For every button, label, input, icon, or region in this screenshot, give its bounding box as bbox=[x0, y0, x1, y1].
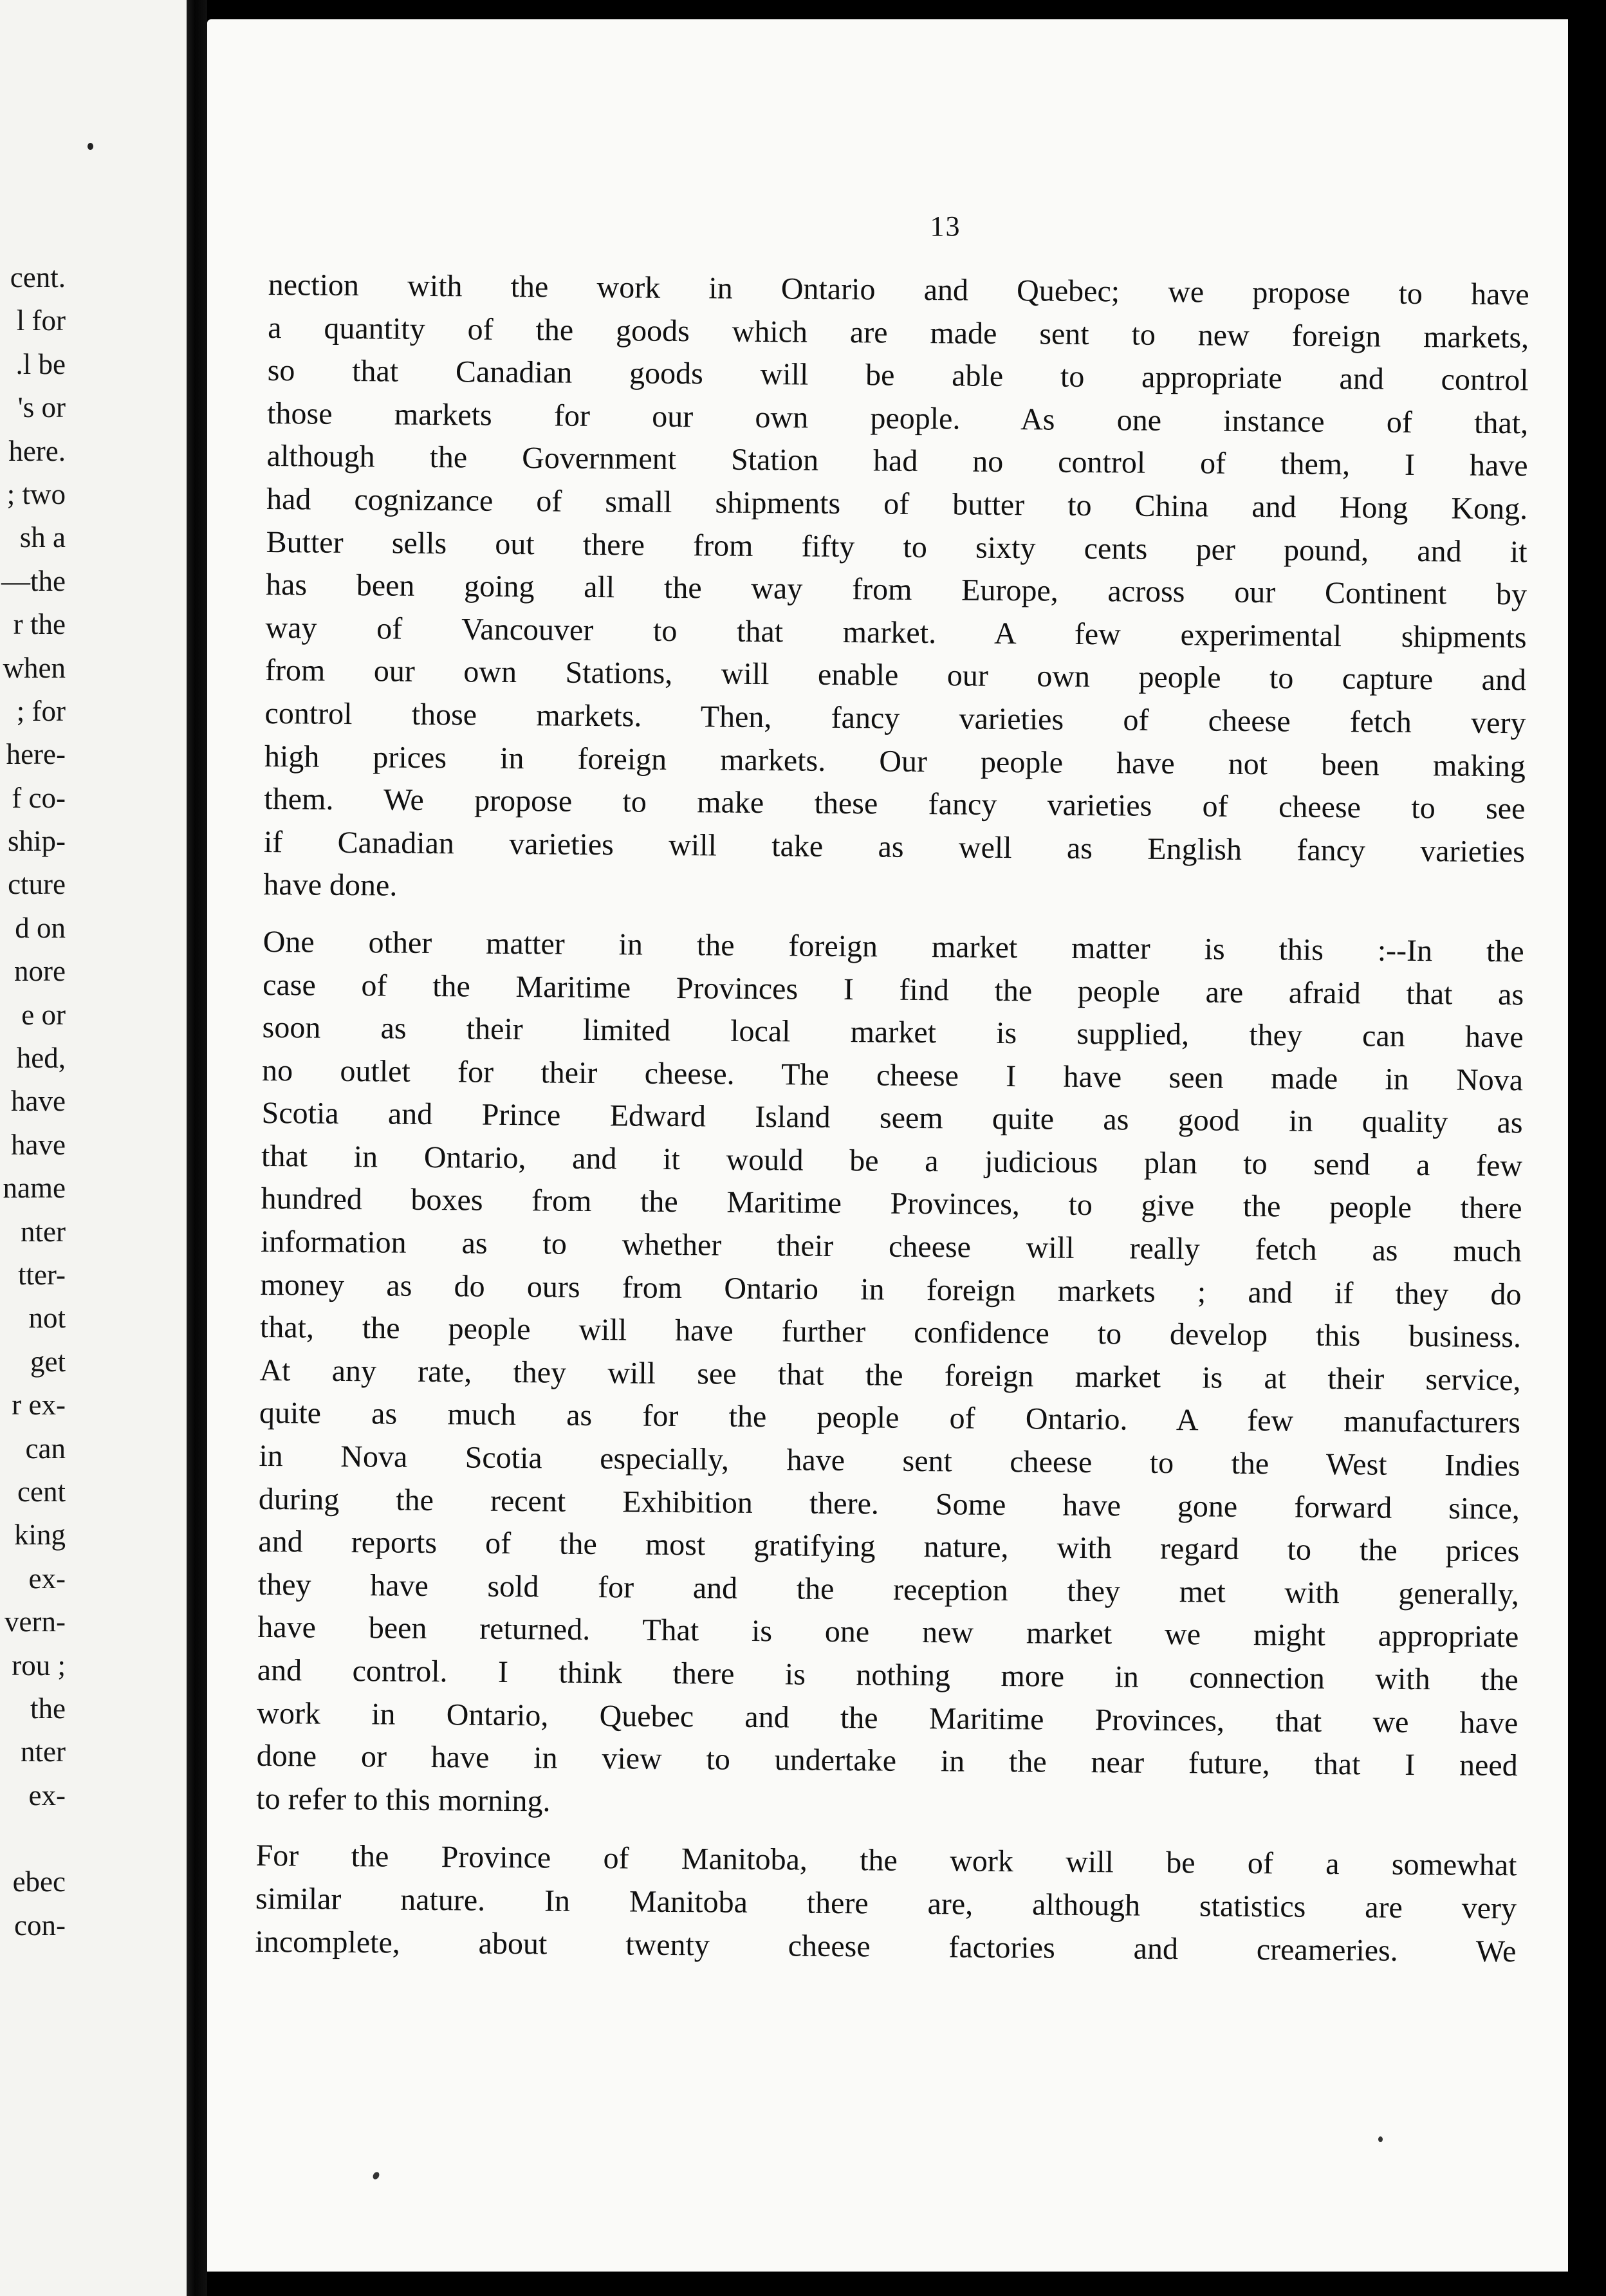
facing-page-fragment: have bbox=[11, 1085, 66, 1118]
text-line: from our own Stations, will enable our own people to capture and bbox=[264, 653, 1527, 698]
text-line: hundred boxes from the Maritime Provinces, to give the people there bbox=[261, 1181, 1522, 1226]
facing-page-fragment: —the bbox=[1, 564, 66, 597]
facing-page bbox=[0, 0, 187, 2296]
paragraph bbox=[255, 1835, 1517, 1973]
text-line: although the Government Station had no control of them, I have bbox=[266, 439, 1528, 483]
facing-page-fragment: vern- bbox=[5, 1606, 66, 1638]
facing-page-fragment: l for bbox=[16, 304, 66, 337]
ink-speck bbox=[88, 143, 93, 150]
body-text bbox=[255, 264, 1529, 1987]
paragraph bbox=[256, 921, 1524, 1831]
facing-page-fragment: ship- bbox=[8, 825, 66, 858]
text-line: have done. bbox=[263, 867, 398, 903]
text-line: Butter sells out there from fifty to sixty cents per pound, and it bbox=[266, 524, 1528, 569]
text-line: in Nova Scotia especially, have sent cheese to the West Indies bbox=[259, 1438, 1520, 1483]
text-line: incomplete, about twenty cheese factories and creameries. We bbox=[255, 1924, 1517, 1968]
text-line: case of the Maritime Provinces I find the people are afraid that as bbox=[262, 967, 1524, 1012]
facing-page-fragment: 's or bbox=[17, 391, 66, 424]
document-page bbox=[207, 19, 1568, 2272]
text-line: information as to whether their cheese will really fetch as much bbox=[260, 1225, 1522, 1269]
text-line: no outlet for their cheese. The cheese I have seen made in Nova bbox=[261, 1053, 1524, 1098]
text-line: control those markets. Then, fancy varieties of cheese fetch very bbox=[264, 696, 1526, 741]
text-line: similar nature. In Manitoba there are, although statistics are very bbox=[255, 1881, 1517, 1926]
facing-page-fragment: nter bbox=[21, 1736, 66, 1768]
facing-page-fragment: ; two bbox=[6, 477, 66, 510]
text-line: they have sold for and the reception they met with generally, bbox=[257, 1567, 1520, 1612]
facing-page-fragment: not bbox=[28, 1302, 66, 1335]
facing-page-fragment: r ex- bbox=[12, 1389, 66, 1421]
text-line: work in Ontario, Quebec and the Maritime Provinces, that we have bbox=[257, 1696, 1518, 1740]
facing-page-fragment: r the bbox=[13, 608, 66, 641]
text-line: so that Canadian goods will be able to appropriate and control bbox=[267, 353, 1529, 398]
text-line: them. We propose to make these fancy varieties of cheese to see bbox=[264, 782, 1526, 826]
facing-page-fragment: f co- bbox=[12, 781, 66, 814]
page-number: 13 bbox=[930, 210, 961, 242]
facing-page-line-ends bbox=[1, 256, 66, 1947]
text-line: soon as their limited local market is supplied, they can have bbox=[262, 1010, 1524, 1055]
facing-page-fragment: cent bbox=[17, 1475, 66, 1508]
text-line: and reports of the most gratifying nature, with regard to the prices bbox=[258, 1524, 1520, 1569]
text-line: way of Vancouver to that market. A few experimental shipments bbox=[265, 610, 1527, 655]
text-line: has been going all the way from Europe, across our Continent by bbox=[265, 568, 1528, 612]
facing-page-fragment: when bbox=[3, 651, 66, 684]
facing-page-fragment: sh a bbox=[19, 521, 66, 554]
text-line: during the recent Exhibition there. Some have gone forward since, bbox=[258, 1481, 1520, 1526]
text-line: Scotia and Prince Edward Island seem quite as good in quality as bbox=[261, 1096, 1523, 1140]
facing-page-fragment: nore bbox=[14, 955, 66, 988]
text-line: done or have in view to undertake in the near future, that I need bbox=[256, 1739, 1518, 1783]
facing-page-fragment: can bbox=[25, 1432, 66, 1465]
text-line: a quantity of the goods which are made sent to new foreign markets, bbox=[268, 310, 1529, 355]
facing-page-fragment: get bbox=[30, 1345, 66, 1378]
facing-page-fragment: ex- bbox=[28, 1779, 66, 1811]
facing-page-fragment: name bbox=[3, 1172, 66, 1205]
text-line: had cognizance of small shipments of butter to China and Hong Kong. bbox=[266, 481, 1528, 526]
text-line: One other matter in the foreign market matter is this :--In the bbox=[263, 924, 1524, 969]
text-line: For the Province of Manitoba, the work will be of a somewhat bbox=[255, 1838, 1517, 1883]
facing-page-fragment: hed, bbox=[16, 1042, 66, 1075]
facing-page-fragment: here- bbox=[6, 738, 66, 771]
ink-speck bbox=[372, 2171, 381, 2181]
facing-page-fragment: .l be bbox=[15, 347, 66, 380]
ink-speck bbox=[1378, 2136, 1383, 2142]
paragraph bbox=[263, 264, 1529, 916]
facing-page-fragment: con- bbox=[14, 1909, 66, 1941]
text-line: that, the people will have further confidence to develop this business. bbox=[259, 1310, 1522, 1355]
text-line: have been returned. That is one new market we might appropriate bbox=[257, 1610, 1519, 1654]
facing-page-fragment: e or bbox=[21, 998, 66, 1031]
text-line: nection with the work in Ontario and Quebec; we propose to have bbox=[268, 267, 1529, 312]
facing-page-fragment: ex- bbox=[28, 1562, 66, 1595]
text-line: high prices in foreign markets. Our people have not been making bbox=[264, 739, 1526, 783]
facing-page-fragment: rou ; bbox=[12, 1649, 66, 1681]
text-line: money as do ours from Ontario in foreign markets ; and if they do bbox=[260, 1267, 1522, 1312]
facing-page-fragment: here. bbox=[8, 434, 66, 467]
text-line: that in Ontario, and it would be a judicious plan to send a few bbox=[261, 1138, 1523, 1183]
book-gutter bbox=[187, 0, 207, 2296]
facing-page-fragment bbox=[1, 1817, 66, 1860]
text-line: to refer to this morning. bbox=[256, 1781, 551, 1819]
facing-page-fragment: cent. bbox=[10, 261, 66, 293]
facing-page-fragment: have bbox=[11, 1128, 66, 1161]
text-line: if Canadian varieties will take as well as English fancy varieties bbox=[263, 824, 1526, 869]
facing-page-fragment: tter- bbox=[17, 1258, 66, 1291]
text-line: those markets for our own people. As one instance of that, bbox=[266, 396, 1529, 441]
text-line: quite as much as for the people of Ontario. A few manufacturers bbox=[259, 1396, 1521, 1440]
facing-page-fragment: king bbox=[14, 1519, 66, 1551]
text-line: At any rate, they will see that the foreign market is at their service, bbox=[259, 1353, 1521, 1398]
text-line: and control. I think there is nothing more in connection with the bbox=[257, 1653, 1518, 1698]
facing-page-fragment: the bbox=[30, 1692, 66, 1725]
facing-page-fragment: nter bbox=[21, 1215, 66, 1248]
facing-page-fragment: d on bbox=[15, 911, 66, 944]
facing-page-fragment: cture bbox=[8, 868, 66, 901]
facing-page-fragment: ebec bbox=[12, 1866, 66, 1898]
facing-page-fragment: ; for bbox=[16, 694, 66, 727]
